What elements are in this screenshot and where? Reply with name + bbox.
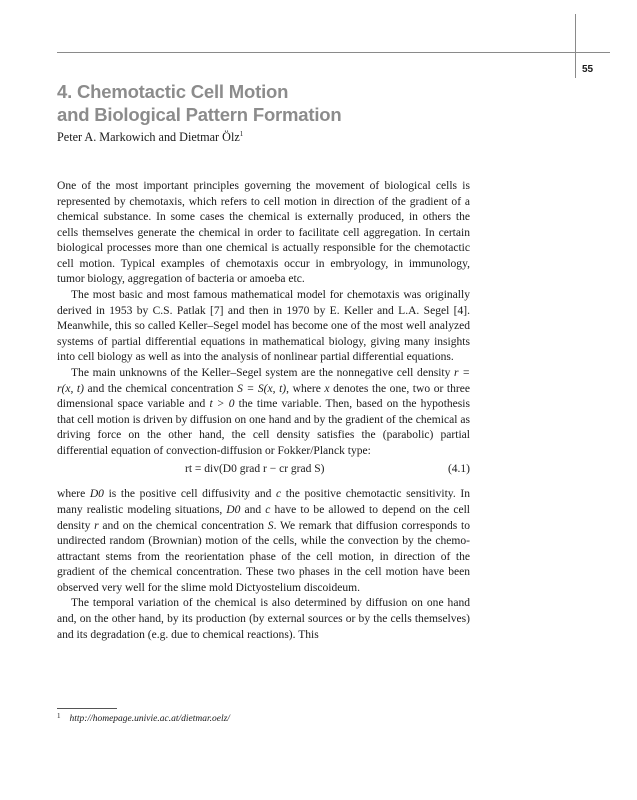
equation-formula: rt = div(D0 grad r − cr grad S) <box>185 463 325 476</box>
page-number: 55 <box>582 64 594 75</box>
math-inline: D0 <box>89 488 104 501</box>
footnote-rule <box>57 708 117 709</box>
footnote-link[interactable]: http://homepage.univie.ac.at/dietmar.oelz/ <box>69 714 230 724</box>
math-inline: r <box>94 519 99 532</box>
chapter-title-line-1: 4. Chemotactic Cell Motion <box>57 81 289 102</box>
footnote <box>57 712 230 724</box>
body-text <box>57 179 470 643</box>
paragraph-5: The temporal variation of the chemical is also determined by diffusion on one hand and, on the other hand, by its production (by external sources or by the cells themselves) and its degradation (e.g. due to chemical reactions). This <box>57 597 470 641</box>
chapter-authors <box>57 130 243 145</box>
math-inline: D0 <box>226 503 241 516</box>
header-vertical-rule <box>575 14 576 78</box>
math-inline: c <box>265 503 271 516</box>
paragraph-2: The most basic and most famous mathematical model for chemotaxis was originally derived in 1953 by C.S. Patlak [7] and then in 1970 by E. Keller and L.A. Segel [4]. Meanwhile, this so called Keller–Segel model has become one of the most well analyzed systems of partial differential equations in mathematical biology, giving many insights into cell biology as well as into the analysis of nonlinear partial differential equations. <box>57 289 470 364</box>
math-inline: c <box>276 488 282 501</box>
paragraph-4: where D0 is the positive cell diffusivity and c the positive chemotactic sensitivity. In many realistic modeling situations, D0 and c have to be allowed to depend on the cell density r and on the chemical concentration S. We remark that diffusion corresponds to undirected random (Brownian) motion of the cells, while the convection by the chemo-attractant stems from the reorientation phase of the cell motion, in direction of the gradient of the chemical concentration. These two phases in the cell motion have been observed very well for the slime mold Dictyostelium discoideum. <box>57 488 471 594</box>
math-inline: t > 0 <box>209 398 235 411</box>
math-inline: r = r(x, t) <box>57 366 470 395</box>
equation-4-1 <box>57 462 470 482</box>
header-rule <box>57 52 610 53</box>
math-inline: x <box>324 382 330 395</box>
footnote-mark: 1 <box>57 712 61 720</box>
chapter-title-line-2: and Biological Pattern Formation <box>57 104 342 125</box>
paragraph-3: The main unknowns of the Keller–Segel system are the nonnegative cell density r = r(x, t) and the chemical concentration S = S(x, t), where x denotes the one, two or three dimensional space variable and t > 0 the time variable. Then, based on the hypothesis that cell motion is driven by diffusion on one hand and by the gradient of the chemical as driving force on the other hand, the cell density satisfies the (parabolic) partial differential equation of convection-diffusion or Fokker/Planck type: <box>57 366 470 457</box>
math-inline: S <box>267 519 274 532</box>
chapter-title <box>57 80 342 126</box>
equation-number: (4.1) <box>447 463 470 476</box>
author-footnote-mark: 1 <box>239 130 244 138</box>
authors-text: Peter A. Markowich and Dietmar Ölz <box>57 130 240 144</box>
paragraph-1: One of the most important principles governing the movement of biological cells is represented by chemotaxis, which refers to cell motion in direction of the gradient of a chemical substance. In some cases the chemical is externally produced, in others the cells themselves generate the chemical in order to facilitate cell aggregation. In certain biological processes more than one chemical is actually responsible for the chemotactic cell motion. Typical examples of chemotaxis occur in embryology, in immunology, tumor biology, aggregation of bacteria or amoeba etc. <box>57 180 470 286</box>
math-inline: S = S(x, t) <box>237 382 287 395</box>
